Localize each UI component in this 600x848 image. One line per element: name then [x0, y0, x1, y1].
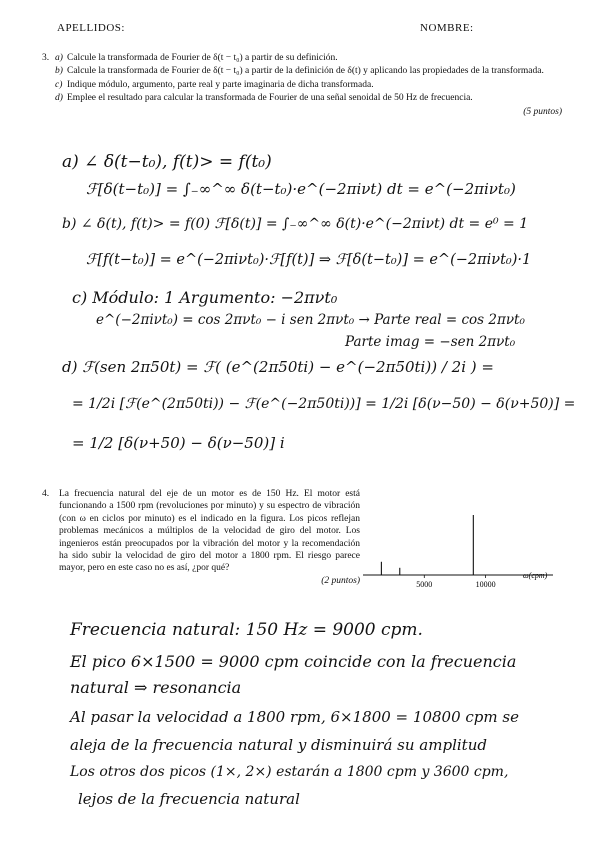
answer-line: Parte imag = −sen 2πνt₀ [345, 334, 516, 350]
apellidos-label: APELLIDOS: [57, 22, 125, 34]
spectrum-peaks [381, 515, 473, 575]
item-text: Indique módulo, argumento, parte real y parte imaginaria de dicha transformada. [67, 79, 374, 90]
answer-line: Los otros dos picos (1×, 2×) estarán a 1800 cpm y 3600 cpm, [70, 764, 509, 780]
answer-line: aleja de la frecuencia natural y disminuirá su amplitud [70, 736, 487, 754]
question-4-text: La frecuencia natural del eje de un motor es de 150 Hz. El motor está funcionando a 1500 rpm (revoluciones por minuto) y su espectro de vibración (con ω en ciclos por minuto) es el indicado en la figura. Los picos reflejan problemas mecánicos a múltiplos de la velocidad de giro del motor. Los ingenieros están preocupados por la vibración del motor y la recomendación ha sido subir la velocidad de giro del motor a 1800 rpm. El riesgo parece mayor, pero en este caso no es así, ¿por qué? [59, 489, 360, 574]
item-text: Calcule la transformada de Fourier de δ(t − t₀) a partir de la definición de δ(t) y aplicando las propiedades de la transformada. [67, 66, 544, 77]
answer-line: a) ∠ δ(t−t₀), f(t)> = f(t₀) [62, 152, 272, 172]
question-4 [42, 488, 360, 587]
answer-line: = 1/2i [ℱ(e^(2π50ti)) − ℱ(e^(−2π50ti))] = 1/2i [δ(ν−50) − δ(ν+50)] = [72, 396, 576, 412]
answer-line: natural ⇒ resonancia [70, 678, 242, 697]
vibration-spectrum-chart [363, 508, 563, 598]
question-3 [42, 52, 562, 118]
question-3-number: 3. [42, 53, 50, 63]
item-label: b) [55, 66, 63, 77]
nombre-label: NOMBRE: [420, 22, 474, 34]
item-text: Calcule la transformada de Fourier de δ(t − t₀) a partir de su definición. [67, 53, 338, 63]
answer-line: Frecuencia natural: 150 Hz = 9000 cpm. [70, 620, 423, 640]
answer-line: b) ∠ δ(t), f(t)> = f(0) ℱ[δ(t)] = ∫₋∞^∞ δ(t)·e^(−2πiνt) dt = e⁰ = 1 [62, 216, 529, 232]
question-3-item-b [42, 65, 562, 77]
item-label: a) [55, 53, 63, 63]
answer-line: Al pasar la velocidad a 1800 rpm, 6×1800 = 10800 cpm se [70, 708, 519, 726]
answer-line: d) ℱ(sen 2π50t) = ℱ( (e^(2π50ti) − e^(−2π50ti)) / 2i ) = [62, 358, 494, 376]
question-3-item-c [42, 79, 562, 91]
question-4-number: 4. [42, 489, 50, 499]
answer-line: El pico 6×1500 = 9000 cpm coincide con la frecuencia [70, 652, 517, 671]
answer-line: lejos de la frecuencia natural [78, 790, 300, 808]
x-axis-ticks [416, 575, 495, 589]
answer-line: c) Módulo: 1 Argumento: −2πνt₀ [72, 288, 338, 307]
x-tick-label: 5000 [416, 580, 433, 589]
question-3-item-a [42, 52, 562, 64]
question-3-item-d [42, 92, 562, 104]
answer-line: ℱ[δ(t−t₀)] = ∫₋∞^∞ δ(t−t₀)·e^(−2πiνt) dt = e^(−2πiνt₀) [86, 180, 516, 198]
answer-line: = 1/2 [δ(ν+50) − δ(ν−50)] i [72, 434, 285, 452]
question-4-points: (2 puntos) [321, 575, 360, 586]
item-text: Emplee el resultado para calcular la transformada de Fourier de una señal senoidal de 50 Hz de frecuencia. [67, 93, 473, 104]
x-tick-label: 10000 [475, 580, 496, 589]
question-3-points: (5 puntos) [523, 106, 562, 117]
item-label: d) [55, 93, 63, 104]
answer-line: e^(−2πiνt₀) = cos 2πνt₀ − i sen 2πνt₀ → Parte real = cos 2πνt₀ [96, 312, 525, 328]
x-axis-label: ω(cpm) [523, 571, 548, 580]
answer-line: ℱ[f(t−t₀)] = e^(−2πiνt₀)·ℱ[f(t)] ⇒ ℱ[δ(t−t₀)] = e^(−2πiνt₀)·1 [86, 252, 532, 268]
item-label: c) [55, 79, 63, 90]
